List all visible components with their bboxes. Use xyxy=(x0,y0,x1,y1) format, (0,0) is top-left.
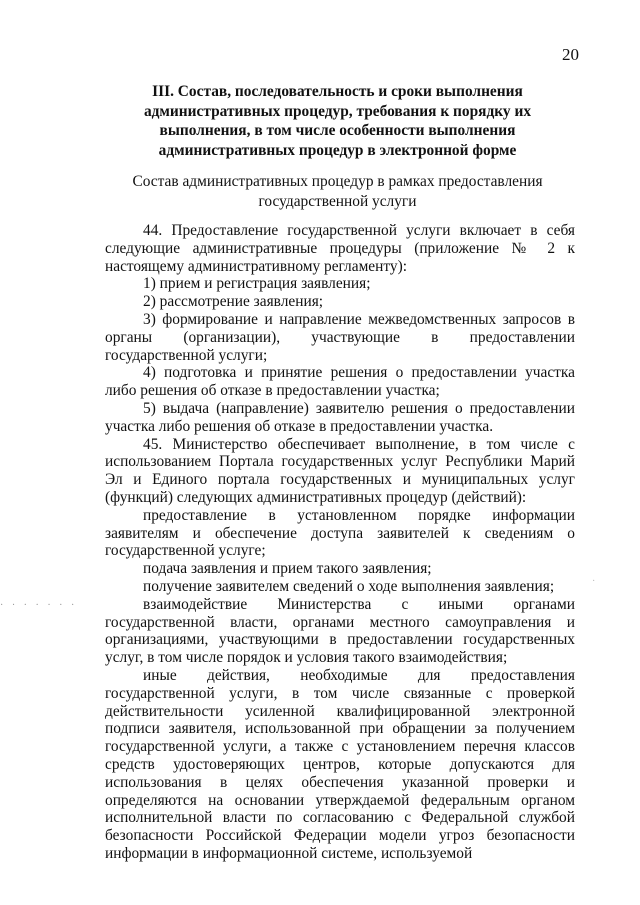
list-item: 2) рассмотрение заявления; xyxy=(143,293,324,311)
list-item: получение заявителем сведений о ходе выполнения заявления; xyxy=(143,577,555,595)
list-item: 1) прием и регистрация заявления; xyxy=(143,275,371,293)
paragraph-45: 45. Министерство обеспечивает выполнение, в том числе с использованием Портала государственных услуг Республики Марий Эл и Единого портала государственных и муниципальных услуг (функций) следующих административных процедур (действий): xyxy=(105,435,575,506)
list-item: иные действия, необходимые для предоставления государственной услуги, в том числе связанные с проверкой действительности усиленной квалифицированной электронной подписи заявителя, использованной при обращении за получением государственной услуги, а также с установлением перечня классов средств удостоверяющих центров, которые допускаются для использования в целях обеспечения указанной проверки и определяются на основании утверждаемой федеральным органом исполнительной власти по согласованию с Федеральной службой безопасности Российской Федерации модели угроз безопасности информации в информационной системе, используемой xyxy=(105,666,575,862)
scan-artifact-dots: · xyxy=(592,576,596,587)
section-title: III. Состав, последовательность и сроки выполнения административных процедур, требования к порядку их выполнения, в том числе особенности выполнения административных процедур в электронной форме xyxy=(143,83,532,159)
section-subtitle: Состав административных процедур в рамках предоставления государственной услуги xyxy=(132,173,543,210)
list-item: 5) выдача (направление) заявителю решения о предоставлении участка либо решения об отказе в предоставлении участка. xyxy=(105,399,575,435)
list-item: предоставление в установленном порядке информации заявителям и обеспечение доступа заявителей к сведениям о государственной услуге; xyxy=(105,506,575,560)
page-number: 20 xyxy=(562,45,579,64)
list-item: 4) подготовка и принятие решения о предоставлении участка либо решения об отказе в предоставлении участка; xyxy=(105,364,575,400)
document-body xyxy=(105,222,575,863)
paragraph-44: 44. Предоставление государственной услуги включает в себя следующие административные процедуры (приложение № 2 к настоящему административному регламенту): xyxy=(105,222,575,275)
list-item: подача заявления и прием такого заявления; xyxy=(143,560,432,578)
list-item: 3) формирование и направление межведомственных запросов в органы (организации), участвующие в предоставлении государственной услуги; xyxy=(105,310,575,364)
list-item: взаимодействие Министерства с иными органами государственной власти, органами местного самоуправления и организациями, участвующими в предоставлении государственных услуг, в том числе порядок и условия такого взаимодействия; xyxy=(105,595,575,667)
scan-artifact-dots: · · · · · · · xyxy=(0,600,78,611)
